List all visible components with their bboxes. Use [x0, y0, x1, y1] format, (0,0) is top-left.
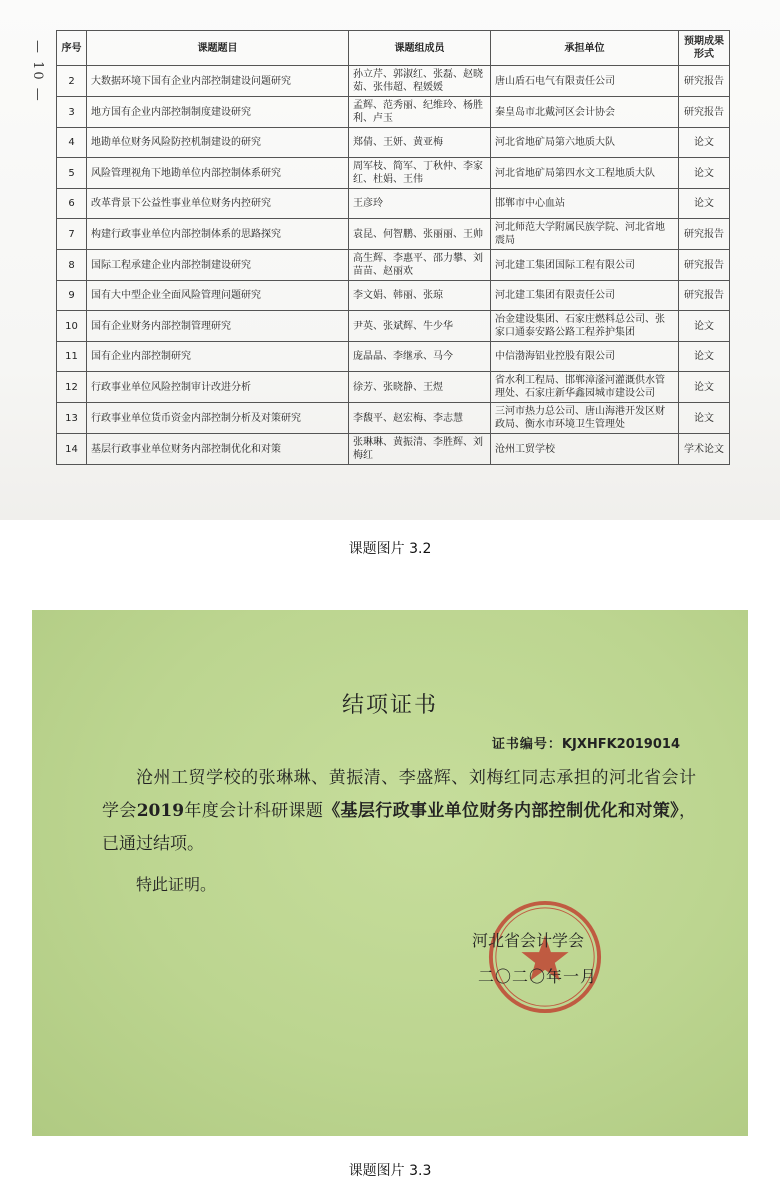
cell-output: 研究报告: [679, 66, 730, 97]
body-names: 张琳琳、黄振清、李盛辉、刘梅红: [258, 768, 522, 788]
cell-unit: 河北省地矿局第六地质大队: [491, 128, 679, 158]
table-row: [57, 250, 730, 281]
cell-unit: 河北建工集团国际工程有限公司: [491, 250, 679, 281]
body-end: ，已通过结项。: [102, 801, 697, 854]
cell-no: 14: [57, 434, 87, 465]
cell-title: 国有大中型企业全面风险管理问题研究: [87, 281, 349, 311]
cell-members: 李文娟、韩丽、张琼: [349, 281, 491, 311]
table-row: [57, 434, 730, 465]
cell-unit: 三河市热力总公司、唐山海港开发区财政局、衡水市环境卫生管理处: [491, 403, 679, 434]
cell-no: 6: [57, 189, 87, 219]
cell-output: 论文: [679, 158, 730, 189]
cell-output: 论文: [679, 403, 730, 434]
certificate-body: [102, 762, 696, 861]
cell-output: 论文: [679, 128, 730, 158]
cell-unit: 河北省地矿局第四水文工程地质大队: [491, 158, 679, 189]
body-topic: 《基层行政事业单位财务内部控制优化和对策》: [323, 801, 680, 821]
header-unit: 承担单位: [491, 31, 679, 66]
cell-no: 11: [57, 342, 87, 372]
cell-output: 研究报告: [679, 250, 730, 281]
cell-title: 构建行政事业单位内部控制体系的思路探究: [87, 219, 349, 250]
table-row: [57, 372, 730, 403]
cell-title: 国有企业财务内部控制管理研究: [87, 311, 349, 342]
cell-title: 地方国有企业内部控制制度建设研究: [87, 97, 349, 128]
table-row: [57, 342, 730, 372]
table-row: [57, 311, 730, 342]
cell-no: 4: [57, 128, 87, 158]
header-title: 课题题目: [87, 31, 349, 66]
cell-unit: 冶金建设集团、石家庄燃料总公司、张家口通泰安路公路工程养护集团: [491, 311, 679, 342]
cell-unit: 河北建工集团有限责任公司: [491, 281, 679, 311]
cell-output: 学术论文: [679, 434, 730, 465]
cell-unit: 邯郸市中心血站: [491, 189, 679, 219]
body-mid: 同志承担的河北省会计学会: [102, 768, 697, 821]
cell-members: 周军枝、简军、丁秋仲、李家红、杜娟、王伟: [349, 158, 491, 189]
cell-no: 12: [57, 372, 87, 403]
certificate-date: 二〇二〇年一月: [478, 967, 598, 986]
cell-output: 研究报告: [679, 281, 730, 311]
table-header-row: [57, 31, 730, 66]
cell-members: 尹英、张斌辉、牛少华: [349, 311, 491, 342]
table-row: [57, 128, 730, 158]
certificate-photo: [32, 610, 748, 1136]
cell-title: 行政事业单位风险控制审计改进分析: [87, 372, 349, 403]
cell-unit: 省水利工程局、邯郸漳滏河灌溉供水管理处、石家庄新华鑫园城市建设公司: [491, 372, 679, 403]
table-body: [57, 66, 730, 465]
cell-unit: 沧州工贸学校: [491, 434, 679, 465]
certificate-number: [492, 733, 680, 752]
cell-title: 改革背景下公益性事业单位财务内控研究: [87, 189, 349, 219]
caption-figure-3-3: 课题图片 3.3: [348, 1163, 432, 1179]
header-no: 序号: [57, 31, 87, 66]
cell-output: 论文: [679, 372, 730, 403]
cell-no: 10: [57, 311, 87, 342]
body-year: 2019: [136, 801, 185, 821]
cell-members: 李馥平、赵宏梅、李志慧: [349, 403, 491, 434]
cell-members: 高生辉、李惠平、邵力攀、刘苗苗、赵丽欢: [349, 250, 491, 281]
certificate-issuer: 河北省会计学会: [472, 931, 585, 950]
cell-title: 基层行政事业单位财务内部控制优化和对策: [87, 434, 349, 465]
table-row: [57, 219, 730, 250]
cell-output: 研究报告: [679, 219, 730, 250]
cell-no: 8: [57, 250, 87, 281]
caption-figure-3-2: 课题图片 3.2: [348, 541, 432, 557]
official-seal-icon: [486, 898, 604, 1016]
certificate-number-label: 证书编号：: [491, 737, 562, 752]
table-row: [57, 189, 730, 219]
cell-output: 论文: [679, 311, 730, 342]
certificate-title: 结项证书: [341, 693, 438, 718]
header-members: 课题组成员: [349, 31, 491, 66]
cell-members: 孙立芹、郭淑红、张磊、赵晓茹、张伟超、程媛媛: [349, 66, 491, 97]
table-row: [57, 158, 730, 189]
topics-table: [56, 30, 730, 465]
header-output: 预期成果形式: [679, 31, 730, 66]
cell-output: 论文: [679, 189, 730, 219]
cell-no: 3: [57, 97, 87, 128]
body-mid2: 年度会计科研课题: [184, 801, 324, 821]
table-row: [57, 403, 730, 434]
table-row: [57, 97, 730, 128]
cell-members: 徐芳、张晓静、王煜: [349, 372, 491, 403]
cell-unit: 河北师范大学附属民族学院、河北省地震局: [491, 219, 679, 250]
cell-members: 王彦玲: [349, 189, 491, 219]
cell-members: 袁昆、何智鹏、张丽丽、王帅: [349, 219, 491, 250]
cell-unit: 唐山盾石电气有限责任公司: [491, 66, 679, 97]
cell-title: 行政事业单位货币资金内部控制分析及对策研究: [87, 403, 349, 434]
cell-unit: 秦皇岛市北戴河区会计协会: [491, 97, 679, 128]
cell-title: 地勘单位财务风险防控机制建设的研究: [87, 128, 349, 158]
cell-members: 郑倩、王妍、黄亚梅: [349, 128, 491, 158]
cell-members: 张琳琳、黄振清、李胜辉、刘梅红: [349, 434, 491, 465]
body-org: 沧州工贸学校的: [136, 768, 259, 788]
cell-unit: 中信渤海铝业控股有限公司: [491, 342, 679, 372]
cell-no: 2: [57, 66, 87, 97]
scanned-table-page: [0, 0, 780, 520]
table-row: [57, 66, 730, 97]
table-row: [57, 281, 730, 311]
cell-output: 论文: [679, 342, 730, 372]
cell-output: 研究报告: [679, 97, 730, 128]
certificate-number-value: KJXHFK2019014: [561, 737, 680, 752]
cell-no: 5: [57, 158, 87, 189]
cell-no: 13: [57, 403, 87, 434]
cell-no: 9: [57, 281, 87, 311]
page-number: — 10 —: [30, 40, 45, 103]
cell-members: 庞晶晶、李继承、马今: [349, 342, 491, 372]
cell-members: 孟辉、范秀丽、纪维玲、杨胜利、卢玉: [349, 97, 491, 128]
cell-title: 大数据环境下国有企业内部控制建设问题研究: [87, 66, 349, 97]
cell-title: 国际工程承建企业内部控制建设研究: [87, 250, 349, 281]
cell-title: 国有企业内部控制研究: [87, 342, 349, 372]
cell-title: 风险管理视角下地勘单位内部控制体系研究: [87, 158, 349, 189]
cell-no: 7: [57, 219, 87, 250]
certificate-closing: 特此证明。: [136, 875, 217, 894]
